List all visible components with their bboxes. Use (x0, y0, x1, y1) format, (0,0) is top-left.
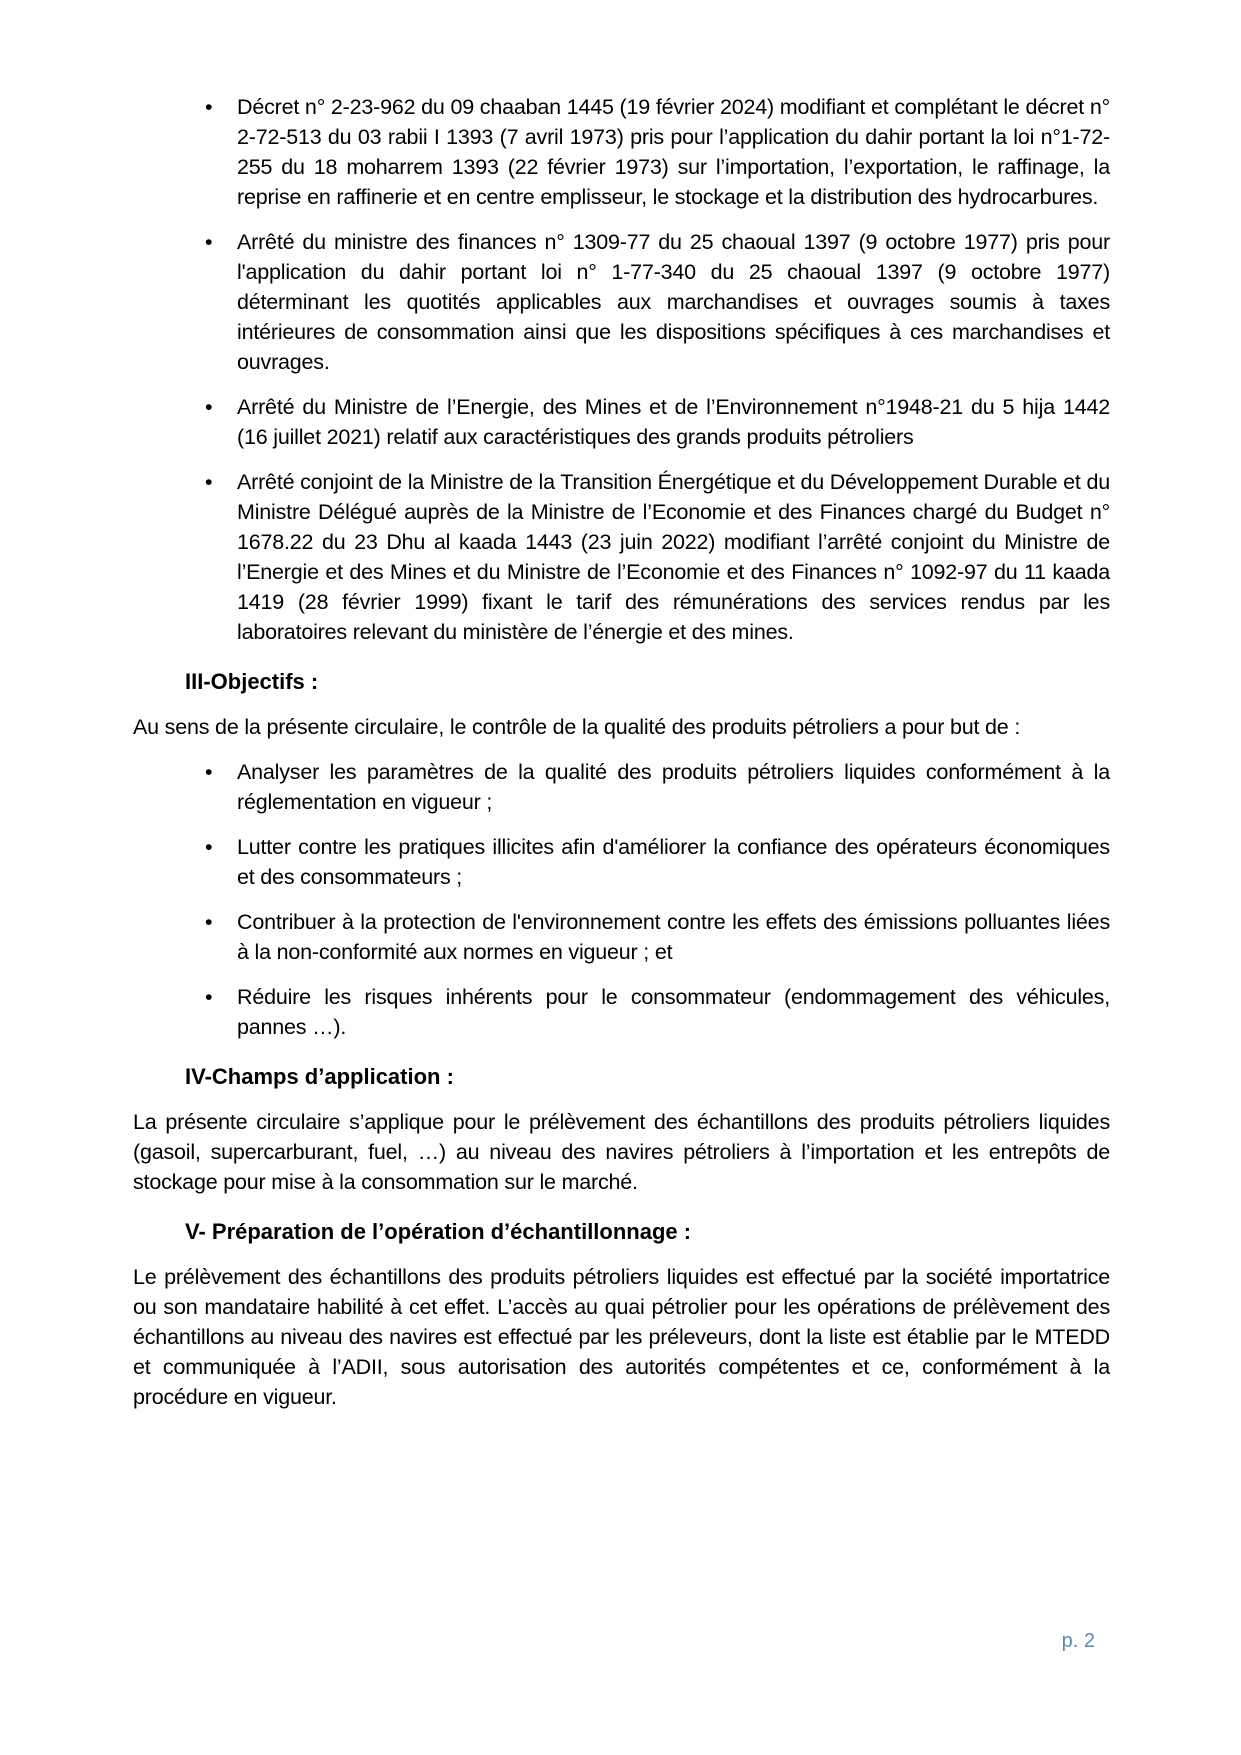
bullet-icon: • (205, 395, 213, 419)
list-item (133, 757, 1110, 817)
list-item-text: Arrêté du ministre des finances n° 1309-77 du 25 chaoual 1397 (9 octobre 1977) pris pour l'application du dahir portant loi n° 1-77-340 du 25 chaoual 1397 (9 octobre 1977) déterminant les quotités applicables aux marchandises et ouvrages soumis à taxes intérieures de consommation ainsi que les dispositions spécifiques à ces marchandises et ouvrages. (237, 230, 1110, 374)
objectifs-intro: Au sens de la présente circulaire, le contrôle de la qualité des produits pétroliers a pour but de : (133, 715, 1021, 739)
section-heading-objectifs: III-Objectifs : (185, 669, 319, 694)
legal-references-list (133, 92, 1110, 647)
list-item-text: Analyser les paramètres de la qualité des produits pétroliers liquides conformément à la réglementation en vigueur ; (237, 760, 1110, 814)
list-item (133, 982, 1110, 1042)
list-item (133, 832, 1110, 892)
list-item-text: Contribuer à la protection de l'environnement contre les effets des émissions polluantes liées à la non-conformité aux normes en vigueur ; et (237, 910, 1110, 964)
list-item (133, 392, 1110, 452)
list-item-text: Lutter contre les pratiques illicites afin d'améliorer la confiance des opérateurs économiques et des consommateurs ; (237, 835, 1110, 889)
list-item-text: Réduire les risques inhérents pour le consommateur (endommagement des véhicules, pannes …). (237, 985, 1110, 1039)
bullet-icon: • (205, 760, 213, 784)
page-number: p. 2 (1061, 1630, 1095, 1652)
bullet-icon: • (205, 95, 213, 119)
section-heading-preparation: V- Préparation de l’opération d’échantillonnage : (185, 1219, 692, 1244)
list-item-text: Arrêté conjoint de la Ministre de la Transition Énergétique et du Développement Durable et du Ministre Délégué auprès de la Ministre de l’Economie et des Finances chargé du Budget n° 1678.22 du 23 Dhu al kaada 1443 (23 juin 2022) modifiant l’arrêté conjoint du Ministre de l’Energie et des Mines et du Ministre de l’Economie et des Finances n° 1092-97 du 11 kaada 1419 (28 février 1999) fixant le tarif des rémunérations des services rendus par les laboratoires relevant du ministère de l’énergie et des mines. (237, 470, 1110, 644)
champs-paragraph: La présente circulaire s’applique pour le prélèvement des échantillons des produits pétroliers liquides (gasoil, supercarburant, fuel, …) au niveau des navires pétroliers à l’importation et les entrepôts de stockage pour mise à la consommation sur le marché. (133, 1110, 1110, 1194)
bullet-icon: • (205, 910, 213, 934)
section-heading-champs: IV-Champs d’application : (185, 1064, 454, 1089)
list-item (133, 907, 1110, 967)
objectifs-list (133, 757, 1110, 1042)
bullet-icon: • (205, 230, 213, 254)
list-item (133, 92, 1110, 212)
list-item-text: Arrêté du Ministre de l’Energie, des Mines et de l’Environnement n°1948-21 du 5 hija 1442 (16 juillet 2021) relatif aux caractéristiques des grands produits pétroliers (237, 395, 1110, 449)
preparation-paragraph: Le prélèvement des échantillons des produits pétroliers liquides est effectué par la société importatrice ou son mandataire habilité à cet effet. L’accès au quai pétrolier pour les opérations de prélèvement des échantillons au niveau des navires est effectué par les préleveurs, dont la liste est établie par le MTEDD et communiquée à l’ADII, sous autorisation des autorités compétentes et ce, conformément à la procédure en vigueur. (133, 1265, 1110, 1409)
bullet-icon: • (205, 835, 213, 859)
list-item (133, 227, 1110, 377)
list-item (133, 467, 1110, 647)
list-item-text: Décret n° 2-23-962 du 09 chaaban 1445 (19 février 2024) modifiant et complétant le décret n° 2-72-513 du 03 rabii I 1393 (7 avril 1973) pris pour l’application du dahir portant la loi n°1-72-255 du 18 moharrem 1393 (22 février 1973) sur l’importation, l’exportation, le raffinage, la reprise en raffinerie et en centre emplisseur, le stockage et la distribution des hydrocarbures. (237, 95, 1110, 209)
page-content (133, 92, 1110, 1427)
bullet-icon: • (205, 985, 213, 1009)
bullet-icon: • (205, 470, 213, 494)
